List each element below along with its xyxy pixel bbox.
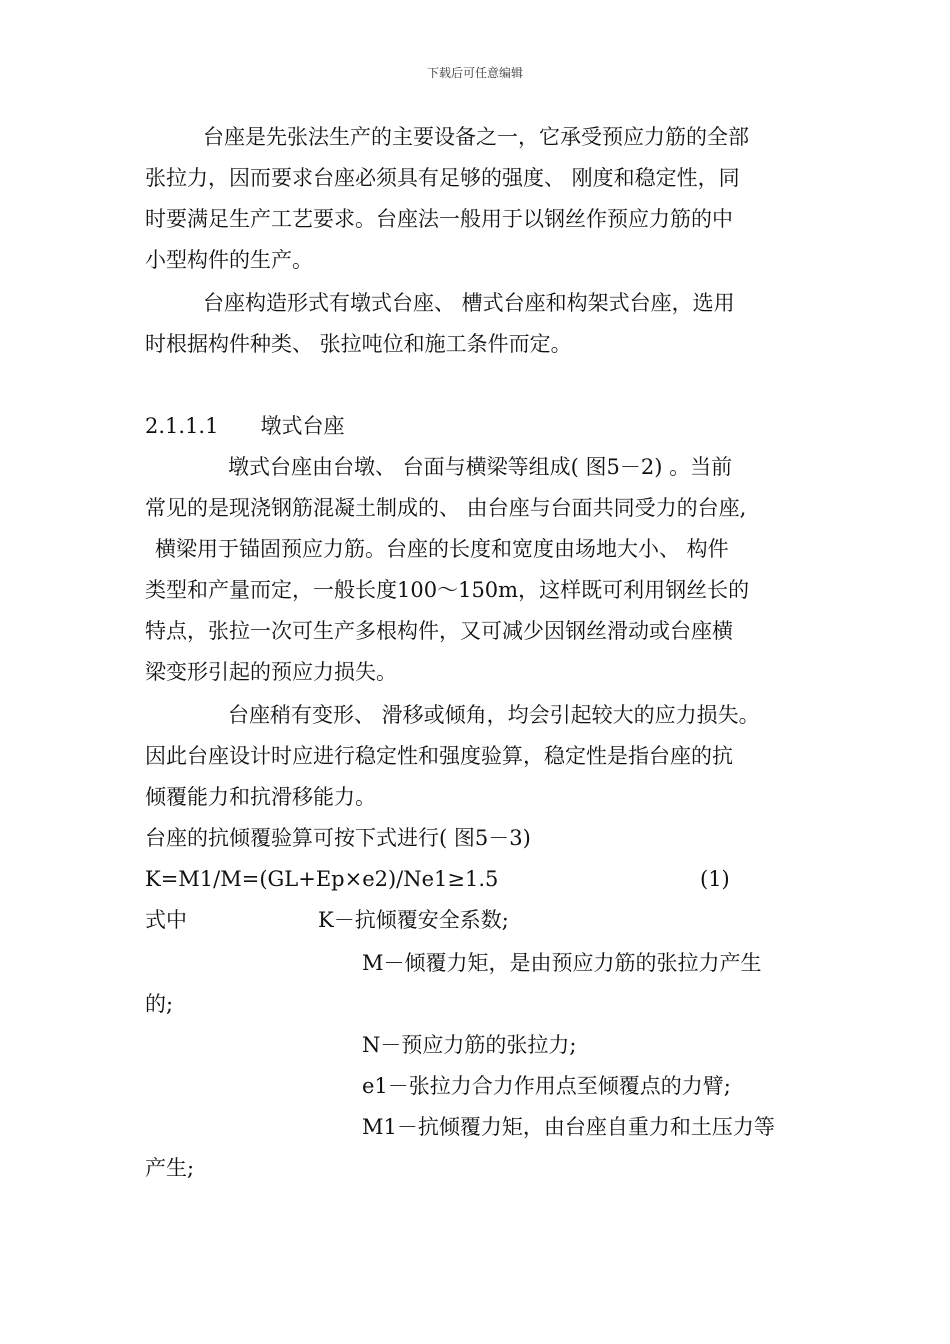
paragraph-4-line-3: 倾覆能力和抗滑移能力。 (145, 785, 376, 809)
paragraph-3-line-1: 墩式台座由台墩、 台面与横梁等组成( 图5－2) 。当前 (228, 455, 733, 479)
definition-m-line-2: 的; (145, 992, 174, 1016)
paragraph-4-line-2: 因此台座设计时应进行稳定性和强度验算，稳定性是指台座的抗 (145, 744, 733, 768)
formula: K=M1/M=(GL+Ep×e2)/Ne1≥1.5 (145, 867, 499, 891)
definition-m1-line-1: M1－抗倾覆力矩，由台座自重力和土压力等 (362, 1115, 775, 1139)
formula-number: (1) (700, 867, 730, 891)
where-label: 式中 (145, 908, 187, 932)
paragraph-3-line-4: 类型和产量而定，一般长度100～150m，这样既可利用钢丝长的 (145, 578, 750, 602)
paragraph-1-line-4: 小型构件的生产。 (145, 248, 313, 272)
paragraph-3-line-6: 梁变形引起的预应力损失。 (145, 660, 397, 684)
paragraph-3-line-5: 特点，张拉一次可生产多根构件，又可减少因钢丝滑动或台座横 (145, 619, 733, 643)
paragraph-2-line-1: 台座构造形式有墩式台座、 槽式台座和构架式台座，选用 (203, 291, 735, 315)
page-header: 下载后可任意编辑 (426, 66, 523, 80)
formula-intro: 台座的抗倾覆验算可按下式进行( 图5－3) (145, 826, 531, 850)
paragraph-4-line-1: 台座稍有变形、 滑移或倾角，均会引起较大的应力损失。 (228, 703, 760, 727)
definition-k: K－抗倾覆安全系数; (318, 908, 509, 932)
definition-e1: e1－张拉力合力作用点至倾覆点的力臂; (362, 1074, 731, 1098)
paragraph-1-line-2: 张拉力，因而要求台座必须具有足够的强度、 刚度和稳定性，同 (145, 166, 740, 190)
section-heading: 2.1.1.1 墩式台座 (145, 414, 345, 438)
paragraph-1-line-1: 台座是先张法生产的主要设备之一，它承受预应力筋的全部 (203, 125, 749, 149)
paragraph-1-line-3: 时要满足生产工艺要求。台座法一般用于以钢丝作预应力筋的中 (145, 207, 733, 231)
definition-m1-line-2: 产生; (145, 1156, 195, 1180)
paragraph-2-line-2: 时根据构件种类、 张拉吨位和施工条件而定。 (145, 332, 572, 356)
paragraph-3-line-3: 横梁用于锚固预应力筋。台座的长度和宽度由场地大小、 构件 (155, 537, 729, 561)
paragraph-3-line-2: 常见的是现浇钢筋混凝土制成的、 由台座与台面共同受力的台座, (145, 496, 747, 520)
definition-m-line-1: M－倾覆力矩，是由预应力筋的张拉力产生 (362, 951, 762, 975)
definition-n: N－预应力筋的张拉力; (362, 1033, 577, 1057)
